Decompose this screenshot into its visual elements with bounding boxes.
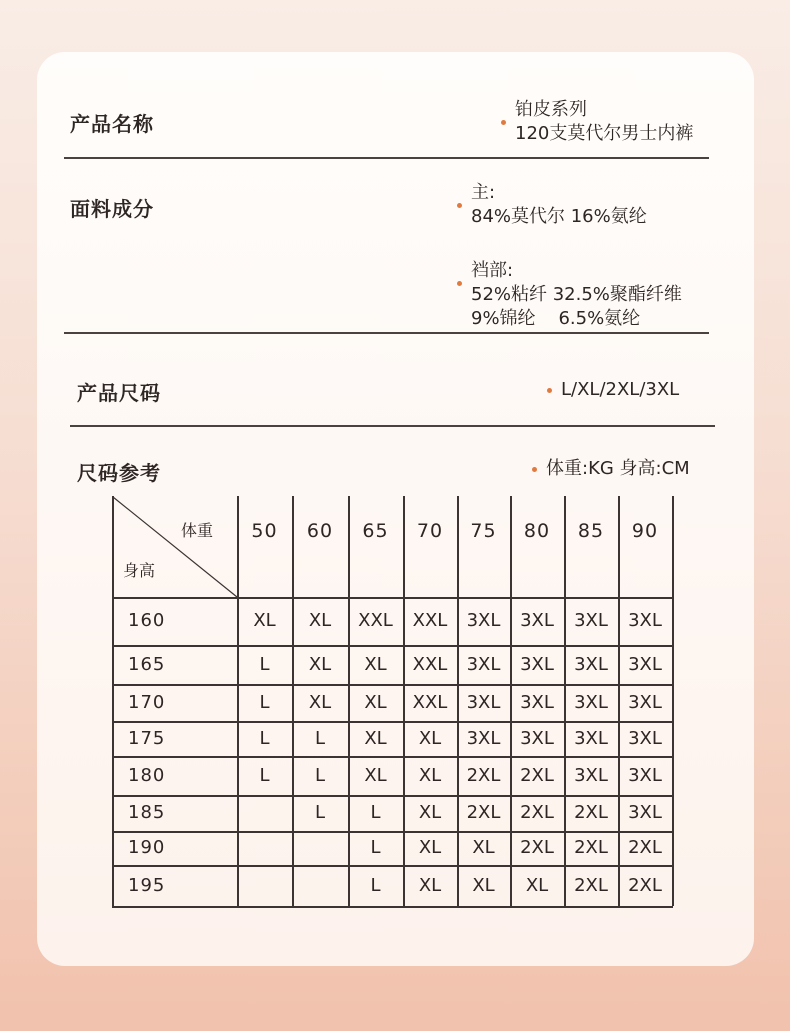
size-cell: XL [525,874,549,896]
divider [64,157,709,159]
size-cell: 3XL [574,764,608,786]
size-cell: L [370,802,381,823]
size-cell: 3XL [574,653,608,675]
size-cell: 3XL [628,653,662,675]
size-cell: 3XL [628,610,662,631]
size-cell: XL [418,874,442,896]
size-cell: 3XL [574,727,608,749]
height-row-label: 175 [128,727,166,749]
size-cell: 2XL [574,874,608,896]
product-name-line2: 120支莫代尔男士内裤 [515,123,694,144]
fabric-main-text: 84%莫代尔 16%氨纶 [471,206,647,227]
size-cell: L [370,874,381,896]
size-cell: 3XL [628,764,662,786]
size-cell: 2XL [628,837,662,858]
size-cell: XXL [412,653,448,675]
size-cell: XXL [412,610,448,631]
size-cell: 3XL [574,691,608,713]
size-cell: XL [418,802,442,823]
table-horizontal-line [112,865,673,867]
size-cell: 3XL [628,727,662,749]
size-cell: XL [472,837,495,858]
size-cell: 3XL [520,653,554,675]
size-cell: XL [364,727,387,749]
table-horizontal-line [112,756,673,758]
fabric-crotch-line1: 52%粘纤 32.5%聚酯纤维 [471,284,682,305]
size-cell: XL [364,691,387,713]
height-row-label: 185 [128,802,166,823]
size-cell: 3XL [628,802,662,823]
divider [70,425,715,427]
size-cell: 2XL [574,837,608,858]
divider [64,332,709,334]
size-cell: L [314,802,326,823]
size-cell: 3XL [628,691,662,713]
size-cell: XXL [412,691,448,713]
size-cell: 3XL [466,653,501,675]
bullet-dot [457,203,462,208]
size-cell: 3XL [574,610,608,631]
size-cell: XL [418,764,442,786]
size-cell: L [259,727,270,749]
weight-header: 85 [577,520,605,542]
product-name-line1: 铂皮系列 [515,99,587,120]
product-name-label: 产品名称 [70,112,154,136]
size-cell: XXL [358,610,393,631]
size-cell: XL [308,610,332,631]
size-table [112,496,674,908]
size-cell: XL [418,727,442,749]
fabric-main-title: 主: [471,182,496,203]
size-cell: 3XL [466,727,501,749]
height-row-label: 160 [128,610,166,631]
size-cell: L [314,727,326,749]
size-cell: 2XL [628,874,662,896]
weight-header: 70 [416,520,444,542]
size-ref-units: 体重:KG 身高:CM [546,458,690,479]
weight-header: 65 [362,520,389,542]
size-cell: 3XL [520,691,554,713]
table-horizontal-line [112,831,673,833]
weight-header: 60 [306,520,334,542]
table-horizontal-line [112,597,673,599]
size-cell: XL [364,653,387,675]
table-horizontal-line [112,906,673,908]
height-row-label: 195 [128,874,166,896]
corner-weight-label: 体重 [181,521,214,540]
height-row-label: 180 [128,764,166,786]
size-ref-label: 尺码参考 [77,461,161,485]
size-cell: 3XL [520,727,554,749]
size-cell: L [314,764,326,786]
size-cell: 3XL [466,610,501,631]
size-cell: 2XL [520,764,554,786]
weight-header: 80 [523,520,551,542]
fabric-crotch-line2: 9%锦纶 6.5%氨纶 [471,308,641,329]
weight-header: 90 [631,520,659,542]
corner-diagonal [112,496,238,598]
size-cell: 3XL [520,610,554,631]
size-cell: L [259,691,270,713]
table-horizontal-line [112,721,673,723]
fabric-crotch-title: 裆部: [471,260,514,281]
size-cell: XL [308,653,332,675]
size-cell: 2XL [466,764,501,786]
size-cell: XL [472,874,495,896]
size-cell: XL [308,691,332,713]
table-horizontal-line [112,645,673,647]
height-row-label: 165 [128,653,166,675]
size-cell: 2XL [466,802,501,823]
table-horizontal-line [112,795,673,797]
table-horizontal-line [112,684,673,686]
size-cell: 2XL [574,802,608,823]
bullet-dot [532,467,537,472]
size-cell: 2XL [520,802,554,823]
size-cell: L [370,837,381,858]
product-size-label: 产品尺码 [77,381,161,405]
size-cell: L [259,653,270,675]
size-cell: XL [253,610,276,631]
height-row-label: 190 [128,837,166,858]
bullet-dot [547,388,552,393]
size-cell: 3XL [466,691,501,713]
height-row-label: 170 [128,691,166,713]
table-vertical-line [112,496,114,906]
product-size-value: L/XL/2XL/3XL [561,379,680,400]
size-cell: 2XL [520,837,554,858]
weight-header: 75 [470,520,497,542]
size-cell: XL [418,837,442,858]
table-vertical-line [672,496,674,906]
size-cell: XL [364,764,387,786]
bullet-dot [501,120,506,125]
corner-height-label: 身高 [123,561,156,580]
size-cell: L [259,764,270,786]
fabric-label: 面料成分 [70,197,154,221]
weight-header: 50 [251,520,278,542]
bullet-dot [457,281,462,286]
